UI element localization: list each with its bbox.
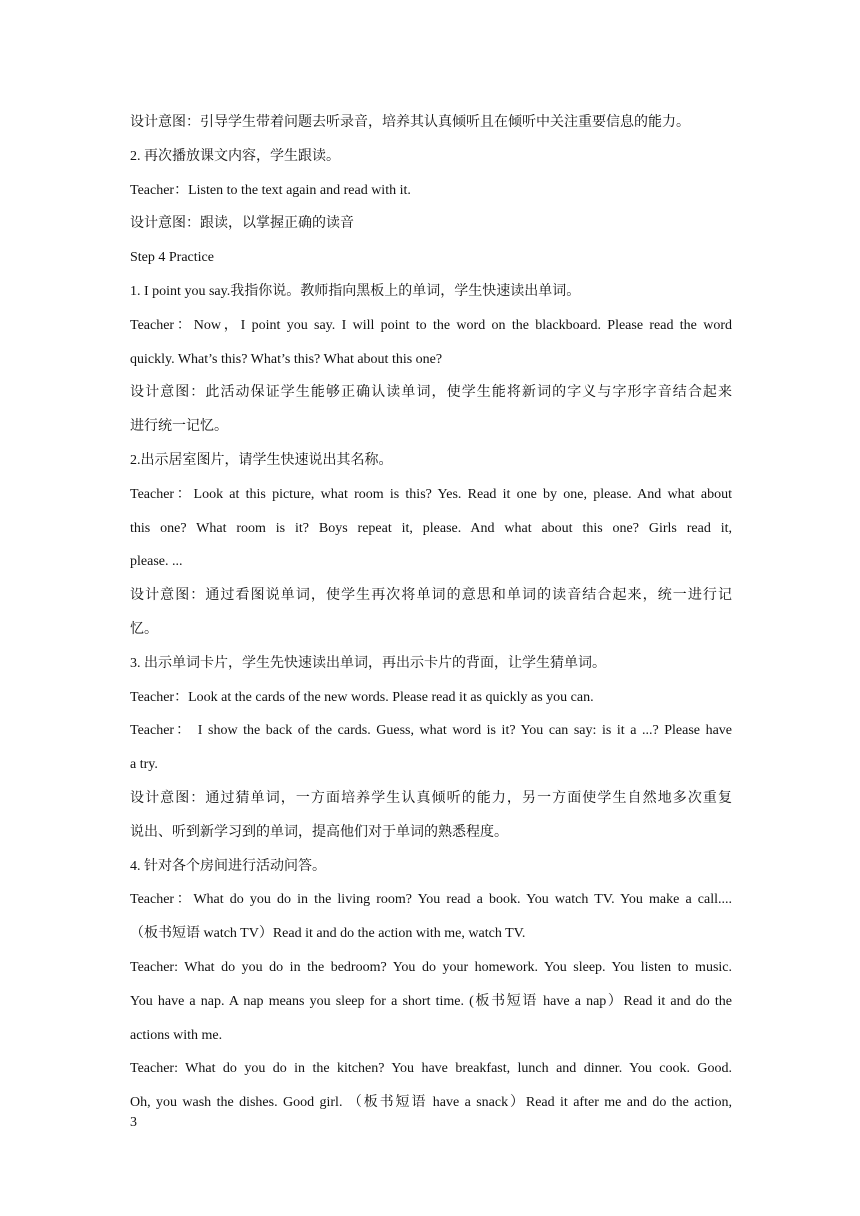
text-line: quickly. What’s this? What’s this? What about this one? [130, 351, 443, 367]
text-line: Teacher：Look at the cards of the new words. Please read it as quickly as you can. [130, 689, 594, 705]
text-line: this one? What room is it? Boys repeat it, please. And what about this one? Girls read it, [130, 520, 732, 536]
section-heading: Step 4 Practice [130, 250, 214, 266]
text-line: 设计意图：此活动保证学生能够正确认读单词，使学生能将新词的字义与字形字音结合起来 [130, 385, 732, 401]
text-line: please. ... [130, 554, 183, 570]
document-body [130, 106, 732, 1120]
text-line: Teacher: What do you do in the bedroom? You do your homework. You sleep. You listen to music. [130, 959, 732, 975]
text-line: 2. 再次播放课文内容，学生跟读。 [130, 148, 340, 164]
text-line: 2.出示居室图片，请学生快速说出其名称。 [130, 452, 393, 468]
text-line: 设计意图：通过看图说单词，使学生再次将单词的意思和单词的读音结合起来，统一进行记 [130, 588, 732, 604]
text-line: actions with me. [130, 1027, 223, 1043]
text-line: Teacher： I show the back of the cards. Guess, what word is it? You can say: is it a ...? Please have [130, 723, 732, 739]
text-line: 进行统一记忆。 [130, 419, 228, 435]
text-line: 设计意图：跟读，以掌握正确的读音 [130, 216, 354, 232]
text-line: Teacher：Look at this picture, what room is this? Yes. Read it one by one, please. And what about [130, 486, 732, 502]
text-line: Teacher: What do you do in the kitchen? You have breakfast, lunch and dinner. You cook. Good. [130, 1061, 732, 1077]
text-line: 1. I point you say.我指你说。教师指向黑板上的单词，学生快速读出单词。 [130, 283, 581, 299]
text-line: You have a nap. A nap means you sleep for a short time. (板书短语 have a nap）Read it and do the [130, 993, 732, 1009]
text-line: Oh, you wash the dishes. Good girl. （板书短语 have a snack）Read it after me and do the action, [130, 1095, 732, 1111]
text-line: Teacher：What do you do in the living room? You read a book. You watch TV. You make a call.... [130, 892, 732, 908]
page-number: 3 [130, 1115, 137, 1130]
text-line: 3. 出示单词卡片，学生先快速读出单词，再出示卡片的背面，让学生猜单词。 [130, 655, 606, 671]
text-line: （板书短语 watch TV）Read it and do the action with me, watch TV. [130, 926, 526, 942]
text-line: a try. [130, 757, 158, 773]
text-line: 设计意图：通过猜单词，一方面培养学生认真倾听的能力，另一方面使学生自然地多次重复 [130, 790, 732, 806]
text-line: Teacher：Now，I point you say. I will point to the word on the blackboard. Please read the word [130, 317, 732, 333]
text-line: 设计意图：引导学生带着问题去听录音，培养其认真倾听且在倾听中关注重要信息的能力。 [130, 115, 690, 130]
text-line: 4. 针对各个房间进行活动问答。 [130, 858, 326, 874]
text-line: 忆。 [130, 621, 158, 637]
text-line: 说出、听到新学习到的单词，提高他们对于单词的熟悉程度。 [130, 824, 508, 840]
text-line: Teacher：Listen to the text again and read with it. [130, 182, 411, 198]
